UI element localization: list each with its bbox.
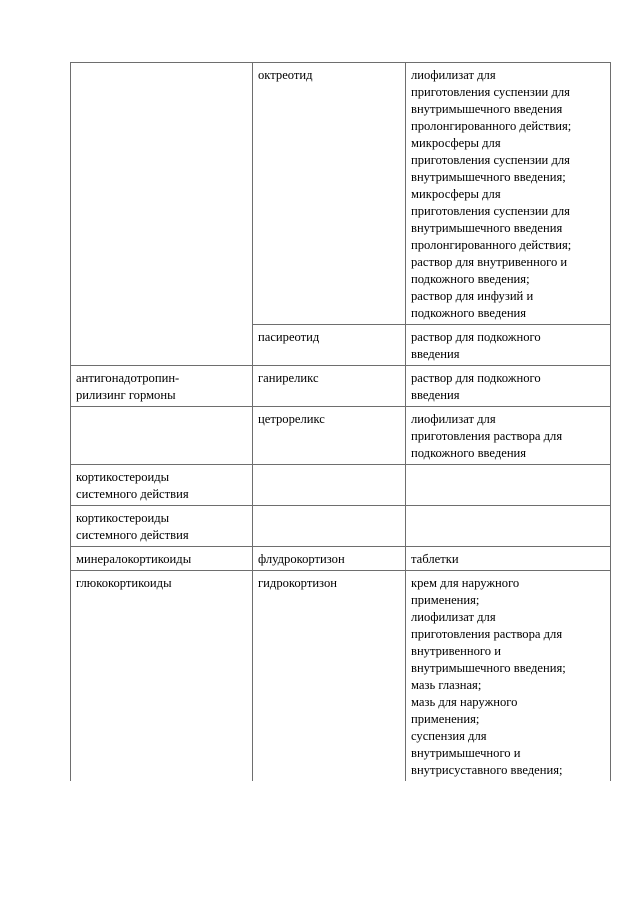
form-line: раствор для внутривенного и	[411, 255, 568, 269]
table-row	[71, 571, 611, 782]
form-line: внутримышечного и	[411, 746, 521, 760]
drug-name: ганиреликс	[258, 371, 319, 385]
form-cell	[406, 547, 611, 571]
group-cell	[71, 571, 253, 782]
drug-cell	[253, 366, 406, 407]
drug-name: пасиреотид	[258, 330, 320, 344]
form-line: применения;	[411, 593, 480, 607]
group-cell	[71, 465, 253, 506]
form-line: внутримышечного введения	[411, 221, 563, 235]
drug-name: цетрореликс	[258, 412, 325, 426]
form-line: подкожного введения;	[411, 272, 530, 286]
group-label: кортикостероиды	[76, 470, 170, 484]
drug-cell	[253, 325, 406, 366]
form-line: приготовления раствора для	[411, 429, 563, 443]
group-label: системного действия	[76, 487, 189, 501]
form-line: применения;	[411, 712, 480, 726]
table-row	[71, 465, 611, 506]
form-line: подкожного введения	[411, 306, 527, 320]
form-line: мазь для наружного	[411, 695, 518, 709]
form-line: лиофилизат для	[411, 610, 496, 624]
table-row	[71, 547, 611, 571]
form-line: лиофилизат для	[411, 412, 496, 426]
drug-cell	[253, 571, 406, 782]
drug-cell	[253, 407, 406, 465]
form-line: микросферы для	[411, 187, 501, 201]
table-row	[71, 63, 611, 325]
form-line: раствор для подкожного	[411, 371, 541, 385]
group-cell	[71, 407, 253, 465]
form-line: внутримышечного введения;	[411, 170, 566, 184]
group-cell	[71, 366, 253, 407]
form-line: внутрисуставного введения;	[411, 763, 563, 777]
drug-table	[70, 62, 611, 781]
form-cell	[406, 506, 611, 547]
form-line: пролонгированного действия;	[411, 238, 572, 252]
group-cell	[71, 547, 253, 571]
form-cell	[406, 63, 611, 325]
form-cell	[406, 325, 611, 366]
group-cell	[71, 506, 253, 547]
form-line: мазь глазная;	[411, 678, 482, 692]
form-line: таблетки	[411, 552, 459, 566]
form-cell	[406, 465, 611, 506]
form-cell	[406, 366, 611, 407]
form-line: приготовления суспензии для	[411, 204, 570, 218]
table-row	[71, 366, 611, 407]
form-line: внутримышечного введения	[411, 102, 563, 116]
group-label: глюкокортикоиды	[76, 576, 172, 590]
form-line: приготовления суспензии для	[411, 85, 570, 99]
drug-name: флудрокортизон	[258, 552, 345, 566]
form-line: введения	[411, 388, 460, 402]
form-line: подкожного введения	[411, 446, 527, 460]
form-line: приготовления раствора для	[411, 627, 563, 641]
form-line: суспензия для	[411, 729, 487, 743]
drug-cell	[253, 506, 406, 547]
form-cell	[406, 407, 611, 465]
form-line: пролонгированного действия;	[411, 119, 572, 133]
group-label: системного действия	[76, 528, 189, 542]
form-line: раствор для инфузий и	[411, 289, 534, 303]
table-row	[71, 407, 611, 465]
group-label: рилизинг гормоны	[76, 388, 176, 402]
form-line: внутримышечного введения;	[411, 661, 566, 675]
form-line: микросферы для	[411, 136, 501, 150]
drug-cell	[253, 63, 406, 325]
group-cell	[71, 63, 253, 366]
form-line: раствор для подкожного	[411, 330, 541, 344]
drug-name: октреотид	[258, 68, 313, 82]
group-label: кортикостероиды	[76, 511, 170, 525]
form-cell	[406, 571, 611, 782]
form-line: внутривенного и	[411, 644, 501, 658]
group-label: минералокортикоиды	[76, 552, 192, 566]
drug-cell	[253, 465, 406, 506]
form-line: лиофилизат для	[411, 68, 496, 82]
drug-cell	[253, 547, 406, 571]
group-label: антигонадотропин-	[76, 371, 180, 385]
form-line: крем для наружного	[411, 576, 520, 590]
form-line: приготовления суспензии для	[411, 153, 570, 167]
drug-name: гидрокортизон	[258, 576, 337, 590]
table-row	[71, 506, 611, 547]
form-line: введения	[411, 347, 460, 361]
